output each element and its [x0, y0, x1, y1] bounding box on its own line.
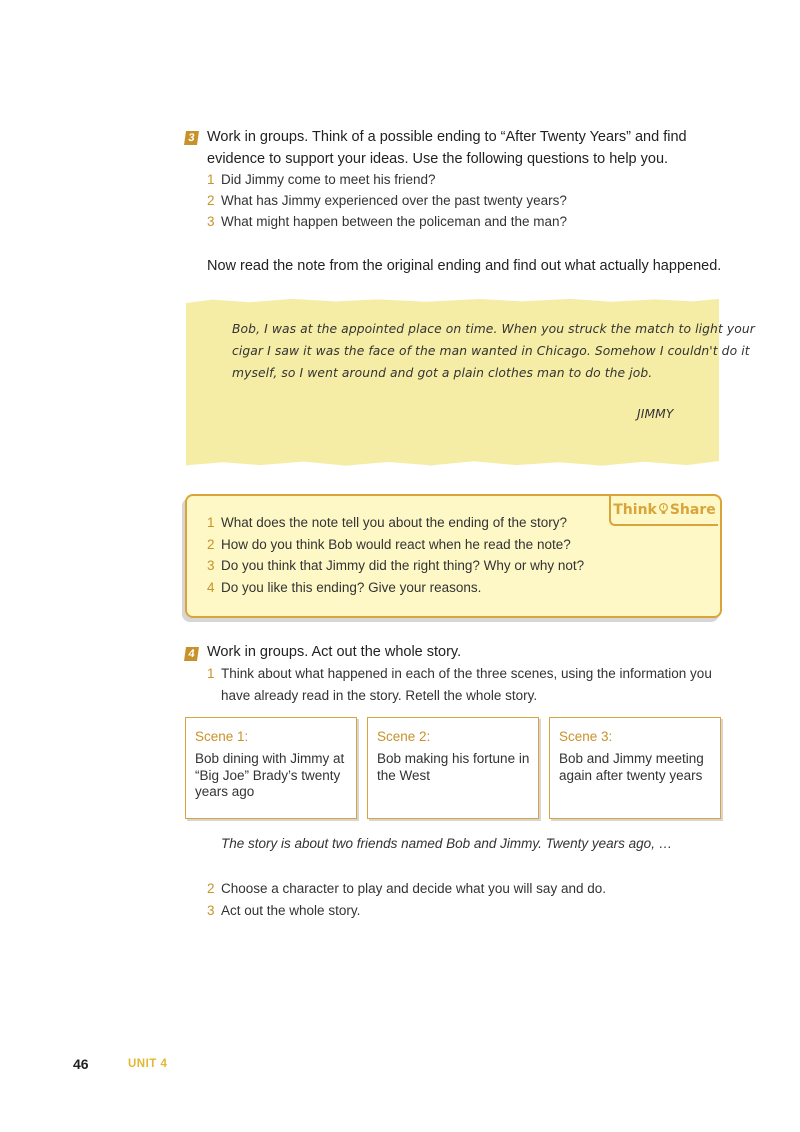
share-label: Share	[669, 502, 716, 518]
scene-text: Bob making his fortune in the West	[377, 751, 530, 783]
lightbulb-icon	[658, 503, 669, 515]
note-line: cigar I saw it was the face of the man wanted in Chicago. Somehow I couldn't do it	[232, 344, 750, 358]
task-4-step-continued: have already read in the story. Retell the whole story.	[221, 688, 538, 703]
task-4-step: 1 Think about what happened in each of the three scenes, using the information you	[207, 666, 712, 681]
think-share-question: 3 Do you think that Jimmy did the right thing? Why or why not?	[207, 558, 585, 573]
note-line: Bob, I was at the appointed place on time. When you struck the match to light your	[232, 322, 755, 336]
task-3-question: 3 What might happen between the policeman and the man?	[207, 214, 567, 229]
note-signature: JIMMY	[637, 407, 674, 421]
task-3-question: 1 Did Jimmy come to meet his friend?	[207, 172, 436, 187]
think-share-question: 1 What does the note tell you about the ending of the story?	[207, 515, 567, 530]
page-number: 46	[73, 1056, 89, 1072]
think-share-label	[609, 496, 718, 526]
scene-title: Scene 3:	[559, 729, 613, 744]
task-4-step: 3 Act out the whole story.	[207, 903, 361, 918]
task-4-instruction: Work in groups. Act out the whole story.	[207, 644, 462, 660]
unit-label: UNIT 4	[128, 1058, 168, 1070]
note-line: myself, so I went around and got a plain clothes man to do the job.	[232, 366, 653, 380]
scene-text: Bob dining with Jimmy at “Big Joe” Brady’s twenty years ago	[195, 751, 345, 799]
task-3-number-badge: 3	[184, 131, 199, 145]
scene-text: Bob and Jimmy meeting again after twenty years	[559, 751, 704, 783]
task-3-question: 2 What has Jimmy experienced over the past twenty years?	[207, 193, 567, 208]
task-3-instruction-line1: Work in groups. Think of a possible ending to “After Twenty Years” and find	[207, 129, 687, 145]
think-share-question: 2 How do you think Bob would react when he read the note?	[207, 537, 571, 552]
read-note-instruction: Now read the note from the original ending and find out what actually happened.	[207, 258, 722, 274]
task-4-number-badge: 4	[184, 647, 199, 661]
story-starter: The story is about two friends named Bob and Jimmy. Twenty years ago, …	[221, 836, 673, 851]
think-share-question: 4 Do you like this ending? Give your reasons.	[207, 580, 482, 595]
scene-card-2	[367, 717, 539, 819]
task-3-instruction-line2: evidence to support your ideas. Use the following questions to help you.	[207, 151, 669, 167]
scene-card-3	[549, 717, 721, 819]
scene-title: Scene 2:	[377, 729, 431, 744]
scene-card-1	[185, 717, 357, 819]
scene-title: Scene 1:	[195, 729, 249, 744]
task-4-step: 2 Choose a character to play and decide what you will say and do.	[207, 881, 606, 896]
think-label: Think	[613, 502, 657, 518]
